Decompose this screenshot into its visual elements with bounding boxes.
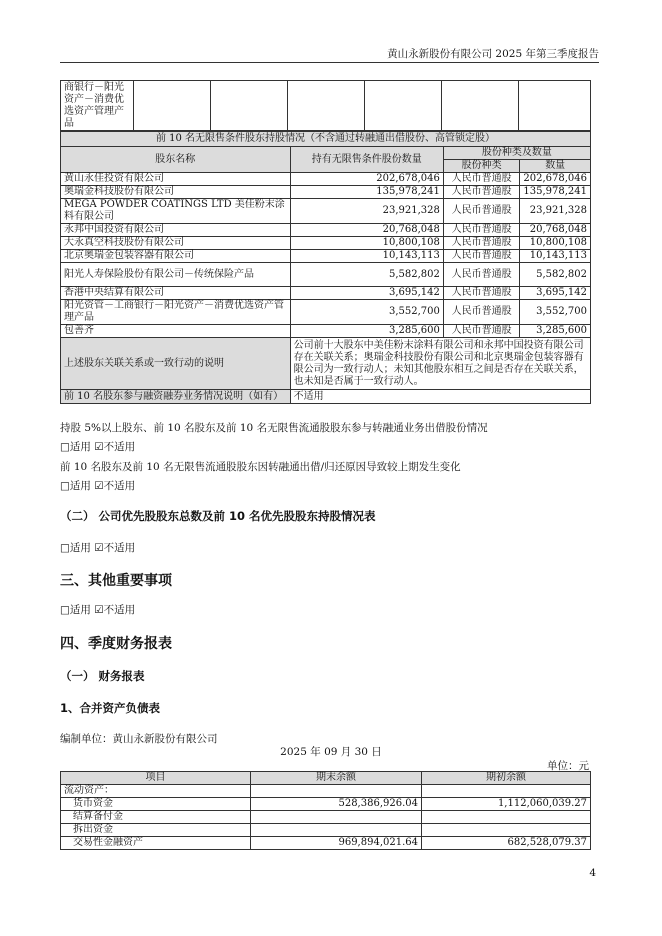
sub2-title: 1、合并资产负债表 (60, 701, 161, 715)
holder-qty: 3,285,600 (290, 325, 443, 338)
col-item: 项目 (61, 772, 251, 785)
holder-qty: 10,143,113 (290, 250, 443, 263)
holder-type: 人民币普通股 (443, 173, 520, 186)
table-title: 前 10 名无限售条件股东持股情况（不含通过转融通出借股份、高管锁定股） (61, 132, 591, 147)
holder-count: 3,552,700 (520, 300, 591, 325)
balance-sheet-table (60, 771, 591, 850)
col-name: 股东名称 (61, 147, 291, 173)
holder-count: 135,978,241 (520, 186, 591, 199)
top10-unrestricted-table (60, 131, 591, 404)
holder-type: 人民币普通股 (443, 325, 520, 338)
section3-status: □适用 ☑不适用 (60, 604, 136, 616)
header-rule (60, 62, 599, 63)
holder-count: 10,800,108 (520, 237, 591, 250)
holder-type: 人民币普通股 (443, 250, 520, 263)
balance-end (251, 811, 422, 824)
balance-begin (422, 785, 591, 798)
table-row (61, 811, 591, 824)
unit-label: 单位：元 (547, 760, 589, 772)
balance-begin: 682,528,079.37 (422, 837, 591, 850)
table-row (61, 798, 591, 811)
margin-label: 前 10 名股东参与融资融券业务情况说明（如有） (61, 390, 291, 404)
holder-name: 包善齐 (61, 325, 291, 338)
balance-begin: 1,112,060,039.27 (422, 798, 591, 811)
balance-begin (422, 811, 591, 824)
holder-qty: 3,552,700 (290, 300, 443, 325)
balance-item: 货币资金 (61, 798, 251, 811)
holder-name: 黄山永佳投资有限公司 (61, 173, 291, 186)
balance-begin (422, 824, 591, 837)
holder-name: MEGA POWDER COATINGS LTD 美佳粉末涂料有限公司 (61, 199, 291, 224)
table-row (61, 325, 591, 338)
relation-text: 公司前十大股东中美佳粉末涂料有限公司和永邦中国投资有限公司存在关联关系；奥瑞金科技股份有限公司和北京奥瑞金包装容器有限公司为一致行动人；未知其他股东相互之间是否存在关联关系，也未知是否属于一致行动人。 (290, 338, 590, 390)
col-type-group: 股份种类及数量 (443, 147, 590, 160)
table-row (61, 287, 591, 300)
table-row (61, 237, 591, 250)
holder-type: 人民币普通股 (443, 263, 520, 287)
holder-qty: 202,678,046 (290, 173, 443, 186)
holder-count: 20,768,048 (520, 224, 591, 237)
table-row (61, 263, 591, 287)
col-begin: 期初余额 (422, 772, 591, 785)
report-date: 2025 年 09 月 30 日 (280, 746, 382, 758)
balance-item: 结算备付金 (61, 811, 251, 824)
holder-qty: 10,800,108 (290, 237, 443, 250)
holder-type: 人民币普通股 (443, 199, 520, 224)
margin-text: 不适用 (290, 390, 590, 404)
balance-end (251, 785, 422, 798)
holder-qty: 135,978,241 (290, 186, 443, 199)
note-line-2: □适用 ☑不适用 (60, 441, 136, 453)
section3-title: 三、其他重要事项 (60, 573, 172, 589)
holder-type: 人民币普通股 (443, 237, 520, 250)
balance-end: 969,894,021.64 (251, 837, 422, 850)
holder-type: 人民币普通股 (443, 287, 520, 300)
section4-title: 四、季度财务报表 (60, 636, 172, 652)
table-row (61, 824, 591, 837)
holder-type: 人民币普通股 (443, 186, 520, 199)
holder-name: 永邦中国投资有限公司 (61, 224, 291, 237)
holder-count: 3,285,600 (520, 325, 591, 338)
holder-count: 23,921,328 (520, 199, 591, 224)
balance-item: 交易性金融资产 (61, 837, 251, 850)
note-line-1: 持股 5%以上股东、前 10 名股东及前 10 名无限售流通股股东参与转融通业务出借股份情况 (60, 422, 488, 434)
holder-name: 阳光人寿保险股份有限公司－传统保险产品 (61, 263, 291, 287)
holder-type: 人民币普通股 (443, 300, 520, 325)
holder-qty: 5,582,802 (290, 263, 443, 287)
page-number: 4 (589, 867, 596, 879)
relation-label: 上述股东关联关系或一致行动的说明 (61, 338, 291, 390)
holder-name: 大永真空科技股份有限公司 (61, 237, 291, 250)
holder-count: 10,143,113 (520, 250, 591, 263)
holder-count: 5,582,802 (520, 263, 591, 287)
balance-end (251, 824, 422, 837)
balance-end: 528,386,926.04 (251, 798, 422, 811)
holder-count: 3,695,142 (520, 287, 591, 300)
table-row (61, 837, 591, 850)
balance-item: 流动资产： (61, 785, 251, 798)
fragment-cell: 商银行－阳光资产－消费优选资产管理产品 (61, 81, 134, 131)
table-row (61, 224, 591, 237)
col-type: 股份种类 (443, 160, 520, 173)
col-end: 期末余额 (251, 772, 422, 785)
holder-qty: 20,768,048 (290, 224, 443, 237)
col-count: 数量 (520, 160, 591, 173)
note-line-4: □适用 ☑不适用 (60, 480, 136, 492)
holder-name: 奥瑞金科技股份有限公司 (61, 186, 291, 199)
col-qty: 持有无限售条件股份数量 (290, 147, 443, 173)
holder-qty: 3,695,142 (290, 287, 443, 300)
table-row (61, 785, 591, 798)
holder-name: 阳光资管－工商银行－阳光资产－消费优选资产管理产品 (61, 300, 291, 325)
page-header: 黄山永新股份有限公司 2025 年第三季度报告 (387, 48, 599, 60)
pref-title: （二） 公司优先股股东总数及前 10 名优先股股东持股情况表 (60, 509, 376, 523)
balance-item: 拆出资金 (61, 824, 251, 837)
holder-type: 人民币普通股 (443, 224, 520, 237)
table-row (61, 186, 591, 199)
sub1-title: （一） 财务报表 (60, 669, 145, 683)
holder-name: 北京奥瑞金包装容器有限公司 (61, 250, 291, 263)
holder-qty: 23,921,328 (290, 199, 443, 224)
note-line-3: 前 10 名股东及前 10 名无限售流通股股东因转融通出借/归还原因导致较上期发生变化 (60, 461, 461, 473)
holder-name: 香港中央结算有限公司 (61, 287, 291, 300)
company-name: 编制单位：黄山永新股份有限公司 (60, 733, 218, 745)
table-row (61, 300, 591, 325)
prev-table-fragment (60, 80, 591, 131)
pref-status: □适用 ☑不适用 (60, 542, 136, 554)
table-row (61, 199, 591, 224)
table-row (61, 173, 591, 186)
holder-count: 202,678,046 (520, 173, 591, 186)
table-row (61, 250, 591, 263)
